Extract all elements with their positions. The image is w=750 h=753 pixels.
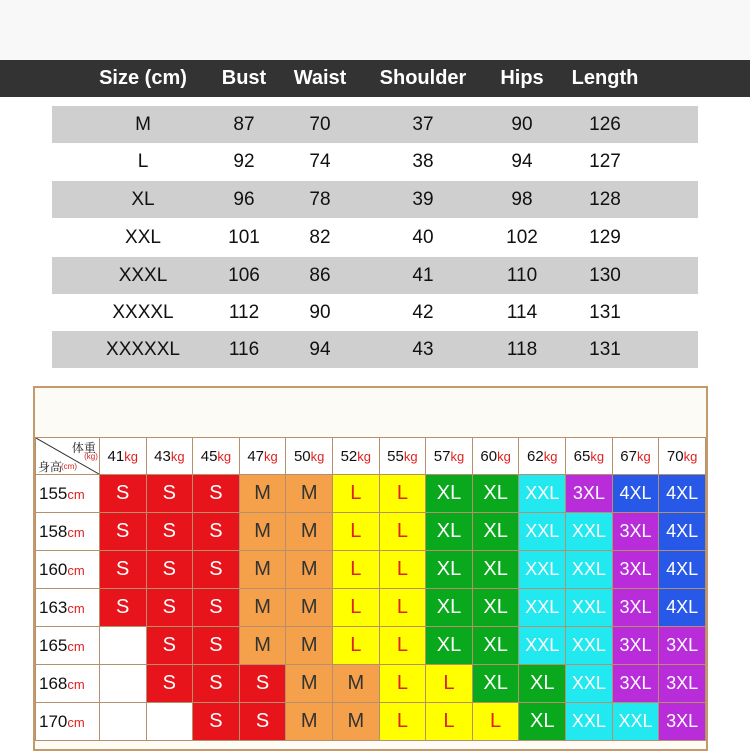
size-recommendation-cell: XL [519, 665, 566, 703]
weight-value: 65 [573, 447, 591, 465]
measurement-cell: 90 [309, 302, 331, 323]
measurement-cell: 126 [589, 114, 621, 135]
weight-header-cell [332, 438, 379, 475]
size-recommendation-cell: XXL [519, 513, 566, 551]
height-axis-label: 身高 [38, 460, 63, 474]
weight-axis-unit: (kg) [84, 452, 98, 461]
height-value: 160 [39, 559, 68, 579]
weight-header-cell [472, 438, 519, 475]
size-recommendation-cell: M [239, 551, 286, 589]
height-unit: cm [67, 600, 85, 616]
size-recommendation-cell: XXL [519, 627, 566, 665]
weight-axis-label: 体重 [71, 441, 96, 455]
weight-value: 70 [666, 447, 684, 465]
table-row [52, 294, 698, 331]
size-recommendation-cell: XL [472, 665, 519, 703]
size-recommendation-cell: L [379, 475, 426, 513]
size-label-cell: XL [131, 189, 155, 210]
weight-unit: kg [450, 448, 465, 464]
height-row [36, 703, 706, 741]
measurement-cell: 116 [228, 339, 260, 360]
size-recommendation-cell: S [239, 703, 286, 741]
size-recommendation-cell: S [99, 513, 146, 551]
size-recommendation-cell: L [379, 665, 426, 703]
size-recommendation-chart [33, 386, 708, 751]
weight-header-cell [659, 438, 706, 475]
size-label-cell: XXXXXL [106, 339, 180, 360]
measurement-cell: 98 [511, 189, 533, 210]
size-recommendation-cell: L [332, 589, 379, 627]
size-recommendation-cell: XXL [566, 551, 613, 589]
height-value: 163 [39, 597, 68, 617]
size-recommendation-cell: XXL [519, 589, 566, 627]
size-recommendation-cell: M [286, 475, 333, 513]
measurement-cell: 42 [412, 302, 434, 323]
measurement-cell: 78 [309, 189, 331, 210]
height-unit: cm [67, 638, 85, 654]
size-recommendation-cell: L [379, 703, 426, 741]
size-recommendation-cell: S [146, 551, 193, 589]
height-row [36, 551, 706, 589]
size-recommendation-cell: 3XL [612, 665, 659, 703]
size-recommendation-cell: S [99, 589, 146, 627]
size-recommendation-cell: 4XL [659, 475, 706, 513]
size-recommendation-cell: S [193, 475, 240, 513]
size-recommendation-cell: L [379, 627, 426, 665]
size-recommendation-cell: 4XL [659, 551, 706, 589]
size-recommendation-cell: 4XL [612, 475, 659, 513]
height-value: 155 [39, 483, 68, 503]
weight-value: 43 [154, 447, 171, 465]
size-recommendation-cell: L [426, 703, 473, 741]
size-recommendation-cell: S [193, 551, 240, 589]
height-value: 165 [39, 635, 68, 655]
size-recommendation-cell: L [426, 665, 473, 703]
measurement-cell: 92 [233, 151, 255, 172]
size-recommendation-cell: 3XL [612, 551, 659, 589]
height-header-cell [36, 703, 100, 741]
height-header-cell [36, 513, 100, 551]
size-recommendation-cell: XL [426, 627, 473, 665]
height-unit: cm [67, 486, 85, 502]
size-recommendation-cell: L [379, 551, 426, 589]
height-header-cell [36, 665, 100, 703]
measurement-cell: 114 [506, 302, 538, 323]
size-recommendation-cell: 3XL [612, 589, 659, 627]
measurement-cell: 86 [309, 265, 331, 286]
table-row [52, 181, 698, 218]
weight-header-cell [612, 438, 659, 475]
measurement-cell: 39 [412, 189, 434, 210]
size-label-cell: XXL [125, 227, 161, 248]
size-recommendation-cell: 4XL [659, 589, 706, 627]
size-recommendation-cell: XXL [566, 627, 613, 665]
size-recommendation-cell: L [379, 589, 426, 627]
weight-header-cell [519, 438, 566, 475]
measurement-cell: 94 [511, 151, 533, 172]
size-recommendation-cell: L [332, 551, 379, 589]
height-row [36, 589, 706, 627]
size-recommendation-cell: XXL [566, 513, 613, 551]
table-row [52, 257, 698, 294]
size-recommendation-cell: 3XL [659, 665, 706, 703]
weight-header-cell [146, 438, 193, 475]
size-recommendation-cell: XXL [519, 551, 566, 589]
table-row [52, 219, 698, 256]
weight-unit: kg [124, 448, 138, 464]
size-recommendation-cell: XXL [612, 703, 659, 741]
corner-cell [36, 438, 100, 475]
size-recommendation-cell: M [332, 703, 379, 741]
measurement-cell: 90 [511, 114, 533, 135]
size-recommendation-cell: XL [426, 475, 473, 513]
size-recommendation-cell: XXL [566, 665, 613, 703]
weight-unit: kg [636, 448, 651, 464]
size-recommendation-cell: S [193, 589, 240, 627]
measurement-cell: 82 [309, 227, 331, 248]
size-recommendation-cell: S [146, 513, 193, 551]
size-recommendation-cell: M [286, 551, 333, 589]
weight-header-cell [566, 438, 613, 475]
measurement-cell: 70 [309, 114, 331, 135]
size-recommendation-cell: M [286, 665, 333, 703]
height-value: 158 [39, 521, 68, 541]
size-recommendation-cell: L [332, 627, 379, 665]
size-recommendation-cell: 3XL [659, 703, 706, 741]
measurement-cell: 37 [412, 114, 434, 135]
measurement-cell: 127 [589, 151, 621, 172]
weight-value: 41 [107, 447, 125, 465]
empty-cell [99, 627, 146, 665]
measurement-cell: 131 [589, 339, 621, 360]
size-recommendation-cell: 3XL [612, 513, 659, 551]
size-recommendation-cell: L [332, 475, 379, 513]
table-row [52, 331, 698, 368]
header-bust: Bust [221, 67, 267, 89]
height-value: 170 [39, 711, 68, 731]
height-unit: cm [67, 714, 85, 730]
header-shoulder: Shoulder [379, 67, 467, 89]
size-recommendation-cell: S [193, 665, 240, 703]
empty-cell [99, 703, 146, 741]
height-header-cell [36, 589, 100, 627]
measurement-cell: 118 [506, 339, 538, 360]
weight-value: 50 [293, 447, 311, 465]
size-recommendation-cell: XL [426, 551, 473, 589]
empty-cell [99, 665, 146, 703]
weight-unit: kg [357, 448, 371, 464]
size-recommendation-cell: S [193, 703, 240, 741]
size-recommendation-cell: L [332, 513, 379, 551]
size-recommendation-cell: S [146, 627, 193, 665]
measurement-cell: 96 [233, 189, 255, 210]
weight-value: 67 [620, 447, 637, 465]
size-label-cell: M [135, 114, 151, 135]
size-recommendation-cell: XXL [566, 703, 613, 741]
height-row [36, 475, 706, 513]
size-recommendation-cell: XL [426, 513, 473, 551]
measurement-cell: 101 [228, 227, 260, 248]
measurement-cell: 129 [589, 227, 621, 248]
table-row [52, 106, 698, 143]
weight-value: 45 [200, 447, 218, 465]
height-header-cell [36, 551, 100, 589]
size-recommendation-cell: M [286, 627, 333, 665]
chart-title-area [35, 388, 706, 437]
size-recommendation-cell: S [99, 475, 146, 513]
measurement-cell: 102 [506, 227, 538, 248]
measurement-cell: 87 [233, 114, 255, 135]
height-row [36, 513, 706, 551]
size-recommendation-cell: XL [472, 475, 519, 513]
size-recommendation-cell: M [332, 665, 379, 703]
measurement-cell: 38 [412, 151, 434, 172]
size-recommendation-cell: S [146, 589, 193, 627]
weight-unit: kg [217, 448, 232, 464]
weight-unit: kg [497, 448, 511, 464]
height-unit: cm [67, 562, 85, 578]
size-recommendation-cell: XL [472, 551, 519, 589]
size-recommendation-cell: 3XL [659, 627, 706, 665]
size-recommendation-cell: M [239, 513, 286, 551]
weight-header-cell [239, 438, 286, 475]
size-recommendation-cell: L [379, 513, 426, 551]
weight-value: 52 [340, 447, 358, 465]
size-label-cell: XXXL [118, 265, 168, 286]
size-recommendation-cell: 4XL [659, 513, 706, 551]
weight-value: 62 [527, 447, 544, 465]
height-header-cell [36, 475, 100, 513]
table-row [52, 143, 698, 180]
weight-header-cell [193, 438, 240, 475]
size-recommendation-cell: S [193, 627, 240, 665]
measurement-cell: 130 [589, 265, 621, 286]
weight-unit: kg [170, 448, 185, 464]
measurement-cell: 106 [228, 265, 260, 286]
size-recommendation-cell: M [239, 589, 286, 627]
weight-value: 57 [433, 447, 451, 465]
measurement-cell: 94 [309, 339, 331, 360]
measurement-cell: 41 [412, 265, 434, 286]
weight-header-cell [379, 438, 426, 475]
chart-grid [35, 437, 706, 741]
size-recommendation-cell: S [193, 513, 240, 551]
size-recommendation-cell: S [99, 551, 146, 589]
weight-value: 55 [387, 447, 404, 465]
height-header-cell [36, 627, 100, 665]
weight-header-cell [286, 438, 333, 475]
header-length: Length [571, 67, 639, 89]
size-recommendation-cell: XXL [566, 589, 613, 627]
top-blank-strip [0, 0, 750, 60]
weight-value: 60 [480, 447, 498, 465]
size-recommendation-cell: M [239, 627, 286, 665]
size-label-cell: L [137, 151, 149, 172]
size-recommendation-cell: M [286, 703, 333, 741]
size-recommendation-cell: L [472, 703, 519, 741]
size-recommendation-cell: 3XL [612, 627, 659, 665]
height-row [36, 627, 706, 665]
height-unit: cm [67, 676, 85, 692]
weight-header-row [36, 438, 706, 475]
measurement-cell: 128 [589, 189, 621, 210]
size-recommendation-cell: XL [519, 703, 566, 741]
weight-unit: kg [543, 448, 558, 464]
weight-value: 47 [247, 447, 265, 465]
measurement-cell: 74 [309, 151, 331, 172]
weight-unit: kg [264, 448, 278, 464]
size-label-cell: XXXXL [112, 302, 174, 323]
size-recommendation-cell: XL [472, 513, 519, 551]
size-table-header [0, 60, 750, 97]
header-waist: Waist [293, 67, 347, 89]
height-value: 168 [39, 673, 68, 693]
size-recommendation-cell: XL [426, 589, 473, 627]
size-recommendation-cell: XXL [519, 475, 566, 513]
size-recommendation-cell: XL [472, 627, 519, 665]
weight-unit: kg [403, 448, 418, 464]
size-recommendation-cell: S [239, 665, 286, 703]
weight-header-cell [426, 438, 473, 475]
weight-unit: kg [590, 448, 605, 464]
header-size: Size (cm) [99, 67, 187, 89]
empty-cell [146, 703, 193, 741]
header-hips: Hips [500, 67, 544, 89]
measurement-cell: 43 [412, 339, 434, 360]
size-recommendation-cell: M [239, 475, 286, 513]
height-axis-unit: (cm) [61, 462, 77, 471]
height-row [36, 665, 706, 703]
size-recommendation-cell: M [286, 589, 333, 627]
size-recommendation-cell: XL [472, 589, 519, 627]
measurement-cell: 40 [412, 227, 434, 248]
weight-header-cell [99, 438, 146, 475]
size-recommendation-cell: 3XL [566, 475, 613, 513]
weight-unit: kg [310, 448, 325, 464]
size-recommendation-cell: S [146, 475, 193, 513]
measurement-cell: 112 [228, 302, 260, 323]
weight-unit: kg [683, 448, 698, 464]
height-unit: cm [67, 524, 85, 540]
measurement-cell: 110 [506, 265, 538, 286]
size-recommendation-cell: S [146, 665, 193, 703]
size-recommendation-cell: M [286, 513, 333, 551]
measurement-cell: 131 [589, 302, 621, 323]
